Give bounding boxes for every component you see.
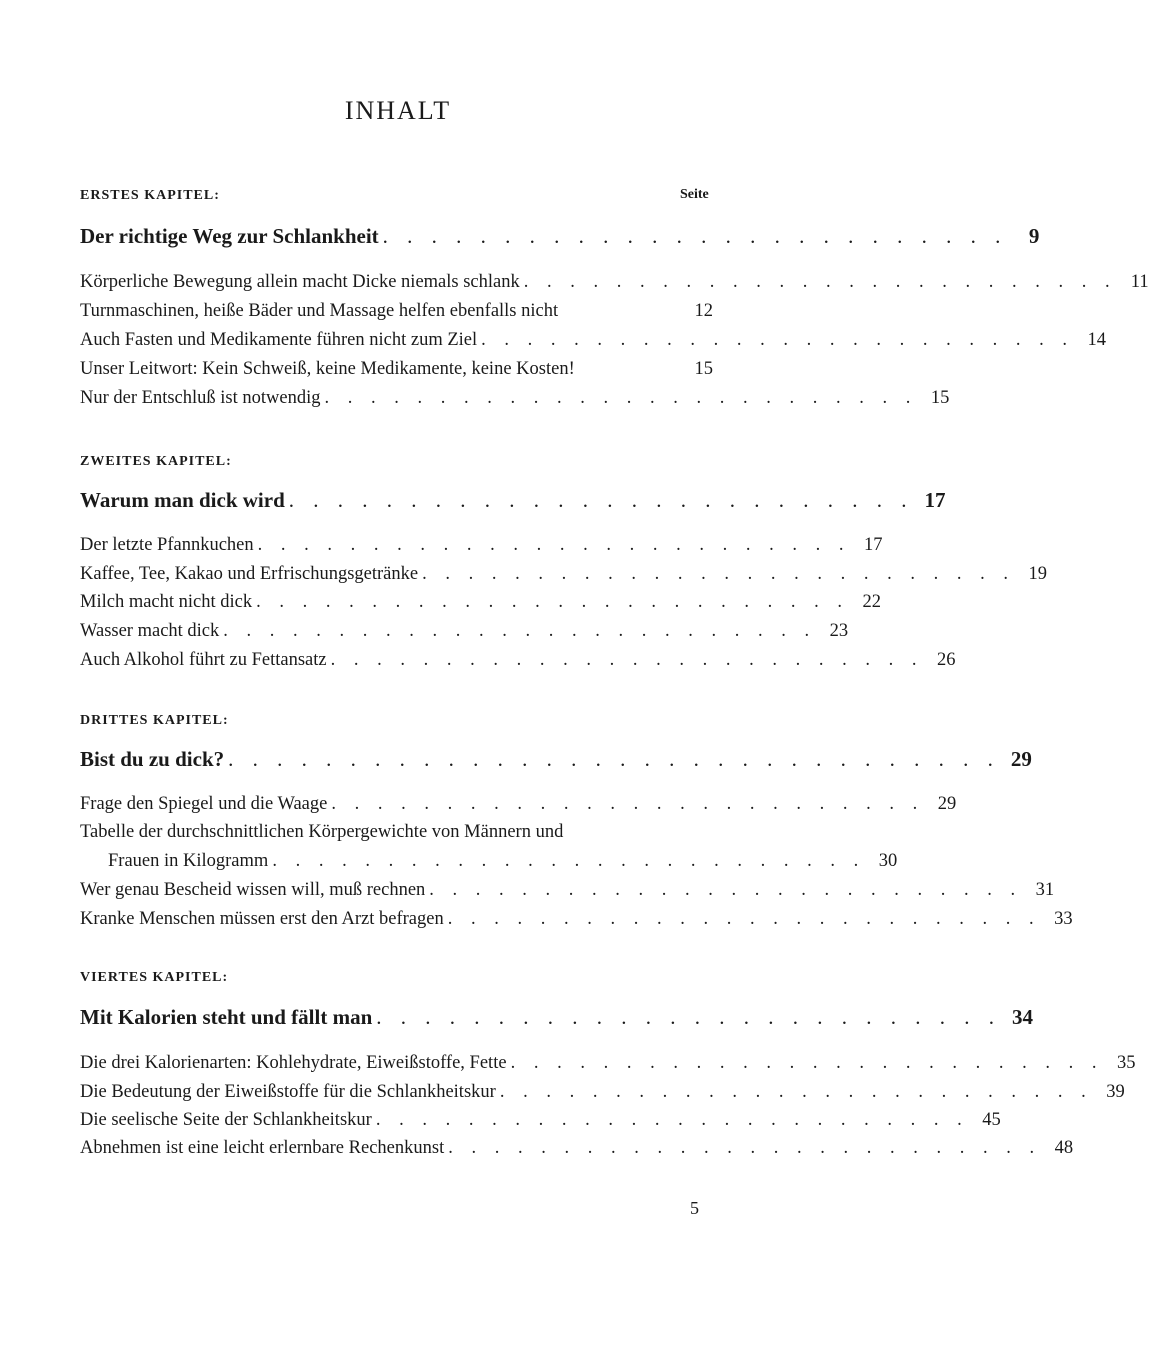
entry-text: Die seelische Seite der Schlankheitskur: [80, 1110, 372, 1130]
page-number: 33: [1054, 909, 1073, 929]
page-folio: 5: [690, 1198, 699, 1218]
leader-dots: . . . . . . . . . . . . . . . . . . . . . . . . . .: [272, 851, 866, 871]
entry-text: Die Bedeutung der Eiweißstoffe für die Schlankheitskur: [80, 1082, 496, 1102]
entry-text: Die drei Kalorienarten: Kohlehydrate, Eiweißstoffe, Fette: [80, 1053, 507, 1073]
chapter-title-text: Mit Kalorien steht und fällt man: [80, 1005, 373, 1029]
chapter-label: ZWEITES KAPITEL:: [80, 454, 232, 469]
chapter-title-text: Bist du zu dick?: [80, 747, 225, 771]
chapter-label: ERSTES KAPITEL:: [80, 188, 220, 203]
page-title: INHALT: [344, 96, 452, 125]
page-number: 34: [1012, 1005, 1033, 1029]
toc-entry: [80, 621, 849, 642]
page-number: 35: [1116, 1053, 1136, 1073]
entry-text: Kranke Menschen müssen erst den Arzt befragen: [80, 909, 444, 929]
leader-dots: . . . . . . . . . . . . . . . . . . . . . . . . . . . . . . . .: [228, 747, 1000, 771]
page-number: 31: [1035, 880, 1055, 900]
leader-dots: . . . . . . . . . . . . . . . . . . . . . . . . . .: [376, 1005, 1001, 1029]
toc-entry: [80, 822, 713, 843]
chapter-title: [80, 488, 946, 513]
toc-entry: [80, 272, 1149, 293]
page-number: 15: [694, 359, 713, 379]
leader-dots: . . . . . . . . . . . . . . . . . . . . . . . . . .: [447, 909, 1041, 929]
page-number: 11: [1130, 272, 1149, 292]
leader-dots: . . . . . . . . . . . . . . . . . . . . . . . . . .: [510, 1053, 1104, 1073]
page-number: 48: [1054, 1138, 1074, 1158]
chapter-label: VIERTES KAPITEL:: [80, 970, 229, 985]
chapter-title-text: Der richtige Weg zur Schlankheit: [80, 224, 379, 248]
leader-dots: . . . . . . . . . . . . . . . . . . . . . . . . . .: [257, 535, 851, 555]
toc-entry: [80, 592, 881, 613]
toc-entry: [80, 909, 1073, 930]
page-number: 15: [930, 388, 950, 408]
toc-entry: [80, 564, 1047, 585]
toc-entry: [80, 1082, 1125, 1103]
page-number: 22: [862, 592, 881, 612]
chapter-title-text: Warum man dick wird: [80, 488, 285, 512]
entry-text: Kaffee, Tee, Kakao und Erfrischungsgetränke: [80, 564, 419, 584]
entry-text: Turnmaschinen, heiße Bäder und Massage helfen ebenfalls nicht: [80, 301, 559, 321]
entry-text: Milch macht nicht dick: [80, 592, 253, 612]
page-number: 29: [937, 794, 957, 814]
leader-dots: . . . . . . . . . . . . . . . . . . . . . . . . . .: [331, 794, 925, 814]
page-number: 29: [1010, 747, 1032, 771]
chapter-label: DRITTES KAPITEL:: [80, 713, 229, 728]
toc-entry: [80, 794, 957, 815]
entry-text: Wer genau Bescheid wissen will, muß rechnen: [80, 880, 426, 900]
entry-text: Auch Fasten und Medikamente führen nicht zum Ziel: [80, 330, 478, 350]
page-number: 17: [864, 535, 883, 555]
entry-text: Auch Alkohol führt zu Fettansatz: [80, 650, 327, 670]
leader-dots: . . . . . . . . . . . . . . . . . . . . . . . . . .: [256, 592, 849, 612]
entry-text: Frage den Spiegel und die Waage: [80, 794, 328, 814]
toc-entry: [80, 1138, 1074, 1159]
page-column-label: Seite: [680, 187, 709, 202]
leader-dots: . . . . . . . . . . . . . . . . . . . . . . . . . .: [499, 1082, 1093, 1102]
entry-text: Wasser macht dick: [80, 621, 220, 641]
toc-entry: [80, 1053, 1136, 1074]
page-number: 39: [1106, 1082, 1125, 1102]
leader-dots: . . . . . . . . . . . . . . . . . . . . . . . . . .: [330, 650, 924, 670]
page-number: 19: [1028, 564, 1047, 584]
toc-entry: [80, 880, 1055, 901]
entry-text: Der letzte Pfannkuchen: [80, 535, 254, 555]
chapter-title: [80, 1005, 1033, 1030]
toc-entry: [80, 1110, 1001, 1131]
page-number: 12: [694, 301, 713, 321]
toc-entry: [80, 535, 883, 556]
page-number: 9: [1028, 224, 1040, 248]
leader-dots: . . . . . . . . . . . . . . . . . . . . . . . . . .: [375, 1110, 969, 1130]
toc-entry: [80, 650, 956, 671]
entry-text: Nur der Entschluß ist notwendig: [80, 388, 321, 408]
toc-entry: [80, 388, 950, 409]
leader-dots: . . . . . . . . . . . . . . . . . . . . . . . . . .: [523, 272, 1117, 292]
leader-dots: . . . . . . . . . . . . . . . . . . . . . . . . . .: [324, 388, 918, 408]
page-number: 30: [878, 851, 898, 871]
entry-text: Tabelle der durchschnittlichen Körpergewichte von Männern und: [80, 822, 564, 842]
leader-dots: . . . . . . . . . . . . . . . . . . . . . . . . . .: [429, 880, 1023, 900]
page-number: 26: [937, 650, 956, 670]
page-number: 45: [982, 1110, 1001, 1130]
leader-dots: . . . . . . . . . . . . . . . . . . . . . . . . . .: [481, 330, 1075, 350]
entry-text: Abnehmen ist eine leicht erlernbare Rechenkunst: [80, 1138, 445, 1158]
toc-entry: [80, 301, 713, 322]
leader-dots: . . . . . . . . . . . . . . . . . . . . . . . . . .: [422, 564, 1015, 584]
toc-entry-continuation: [108, 851, 898, 872]
leader-dots: . . . . . . . . . . . . . . . . . . . . . . . . . .: [382, 224, 1008, 248]
chapter-title: [80, 224, 1040, 249]
leader-dots: . . . . . . . . . . . . . . . . . . . . . . . . . .: [223, 621, 817, 641]
toc-entry: [80, 359, 713, 380]
entry-text: Unser Leitwort: Kein Schweiß, keine Medikamente, keine Kosten!: [80, 359, 575, 379]
page-number: 14: [1087, 330, 1107, 350]
leader-dots: . . . . . . . . . . . . . . . . . . . . . . . . . .: [448, 1138, 1042, 1158]
page-number: 23: [829, 621, 849, 641]
leader-dots: . . . . . . . . . . . . . . . . . . . . . . . . . .: [288, 488, 914, 512]
page-number: 17: [924, 488, 946, 512]
chapter-title: [80, 747, 1032, 772]
toc-entry: [80, 330, 1107, 351]
entry-text: Körperliche Bewegung allein macht Dicke niemals schlank: [80, 272, 520, 292]
entry-text: Frauen in Kilogramm: [108, 851, 269, 871]
